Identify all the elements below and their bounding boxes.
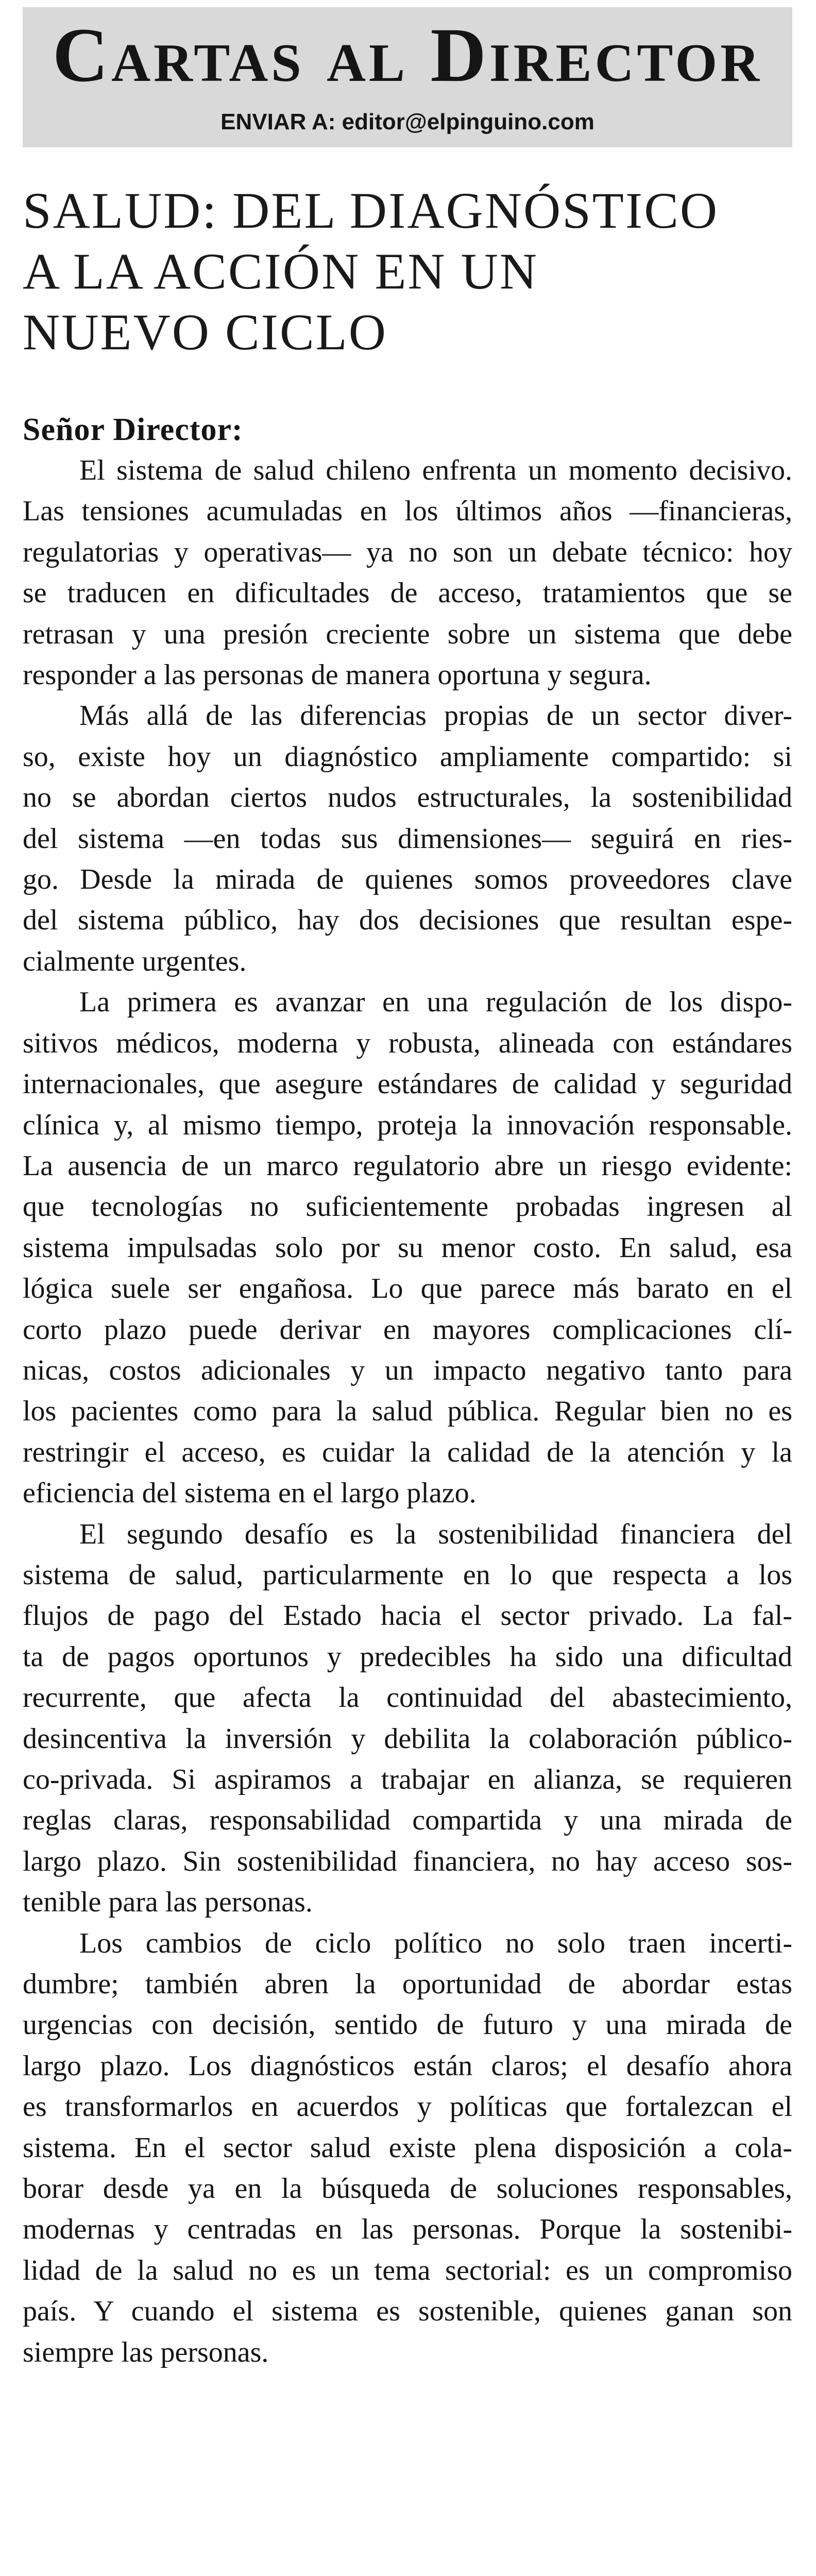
paragraph-line: La ausencia de un marco regulatorio abre un riesgo evidente: [23, 1149, 792, 1182]
paragraph-line: que tecnologías no suficientemente probadas ingresen al [23, 1191, 792, 1223]
paragraph-line: lógica suele ser engañosa. Lo que parece más barato en el [23, 1273, 792, 1305]
paragraph-line: los pacientes como para la salud pública. Regular bien no es [23, 1395, 792, 1428]
paragraph-line: no se abordan ciertos nudos estructurales, la sostenibilidad [23, 782, 792, 814]
paragraph-line: nicas, costos adicionales y un impacto negativo tanto para [23, 1354, 792, 1386]
paragraph-line: se traducen en dificultades de acceso, tratamientos que se [23, 577, 792, 609]
paragraph-line: eficiencia del sistema en el largo plazo. [23, 1477, 477, 1510]
paragraph-line: siempre las personas. [23, 2336, 269, 2368]
section-title: Cartas al Director [52, 12, 763, 98]
paragraph-line: modernas y centradas en las personas. Porque la sostenibi- [23, 2213, 792, 2246]
paragraph-line: del sistema —en todas sus dimensiones— seguirá en ries- [23, 822, 792, 855]
paragraph-line: El segundo desafío es la sostenibilidad financiera del [79, 1518, 792, 1550]
letter-paragraph [23, 696, 792, 982]
headline-line: SALUD: DEL DIAGNÓSTICO [23, 182, 719, 239]
letter-paragraph [23, 982, 792, 1514]
paragraph-line: sistema impulsadas solo por su menor costo. En salud, esa [23, 1231, 792, 1264]
section-masthead [23, 7, 792, 147]
paragraph-line: go. Desde la mirada de quienes somos proveedores clave [23, 863, 792, 896]
letter-paragraph [23, 1923, 792, 2373]
paragraph-line: dumbre; también abren la oportunidad de abordar estas [23, 1968, 792, 2001]
paragraph-line: Las tensiones acumuladas en los últimos años —financieras, [23, 495, 792, 528]
letter-salutation: Señor Director: [23, 412, 243, 447]
paragraph-line: clínica y, al mismo tiempo, proteja la innovación responsable. [23, 1109, 792, 1141]
paragraph-line: responder a las personas de manera oportuna y segura. [23, 659, 652, 691]
paragraph-line: sistema de salud, particularmente en lo que respecta a los [23, 1558, 792, 1591]
headline-line: A LA ACCIÓN EN UN [23, 243, 539, 300]
paragraph-line: cialmente urgentes. [23, 945, 247, 977]
paragraph-line: sistema. En el sector salud existe plena disposición a cola- [23, 2131, 792, 2164]
paragraph-line: retrasan y una presión creciente sobre un sistema que debe [23, 618, 792, 650]
submission-email-line: ENVIAR A: editor@elpinguino.com [220, 109, 594, 134]
paragraph-line: largo plazo. Sin sostenibilidad financiera, no hay acceso sos- [23, 1845, 792, 1877]
letter-paragraph [23, 1514, 792, 1923]
paragraph-line: La primera es avanzar en una regulación de los dispo- [79, 986, 792, 1019]
paragraph-line: internacionales, que asegure estándares de calidad y seguridad [23, 1068, 792, 1100]
paragraph-line: tenible para las personas. [23, 1886, 313, 1919]
paragraph-line: regulatorias y operativas— ya no son un debate técnico: hoy [23, 536, 792, 568]
paragraph-line: ta de pagos oportunos y predecibles ha sido una dificultad [23, 1640, 792, 1673]
paragraph-line: restringir el acceso, es cuidar la calidad de la atención y la [23, 1436, 792, 1468]
paragraph-line: El sistema de salud chileno enfrenta un momento decisivo. [79, 454, 792, 486]
letter-body [23, 450, 792, 2373]
paragraph-line: es transformarlos en acuerdos y políticas que fortalezcan el [23, 2091, 792, 2123]
paragraph-line: recurrente, que afecta la continuidad del abastecimiento, [23, 1682, 792, 1714]
headline-line: NUEVO CICLO [23, 303, 387, 361]
paragraph-line: borar desde ya en la búsqueda de soluciones responsables, [23, 2173, 792, 2205]
paragraph-line: largo plazo. Los diagnósticos están claros; el desafío ahora [23, 2049, 792, 2082]
paragraph-line: co-privada. Si aspiramos a trabajar en alianza, se requieren [23, 1764, 792, 1795]
letter-headline [23, 180, 785, 363]
letter-paragraph [23, 450, 792, 696]
paragraph-line: lidad de la salud no es un tema sectorial: es un compromiso [23, 2254, 792, 2286]
paragraph-line: Más allá de las diferencias propias de un sector diver- [79, 700, 792, 732]
paragraph-line: urgencias con decisión, sentido de futuro y una mirada de [23, 2009, 792, 2041]
paragraph-line: reglas claras, responsabilidad compartida y una mirada de [23, 1804, 792, 1837]
paragraph-line: país. Y cuando el sistema es sostenible, quienes ganan son [23, 2295, 792, 2328]
paragraph-line: desincentiva la inversión y debilita la colaboración público- [23, 1722, 792, 1755]
paragraph-line: del sistema público, hay dos decisiones que resultan espe- [23, 904, 792, 937]
paragraph-line: corto plazo puede derivar en mayores complicaciones clí- [23, 1313, 792, 1346]
paragraph-line: Los cambios de ciclo político no solo traen incerti- [79, 1927, 792, 1959]
paragraph-line: sitivos médicos, moderna y robusta, alineada con estándares [23, 1027, 792, 1059]
paragraph-line: flujos de pago del Estado hacia el sector privado. La fal- [23, 1600, 792, 1632]
paragraph-line: so, existe hoy un diagnóstico ampliamente compartido: si [23, 740, 792, 773]
